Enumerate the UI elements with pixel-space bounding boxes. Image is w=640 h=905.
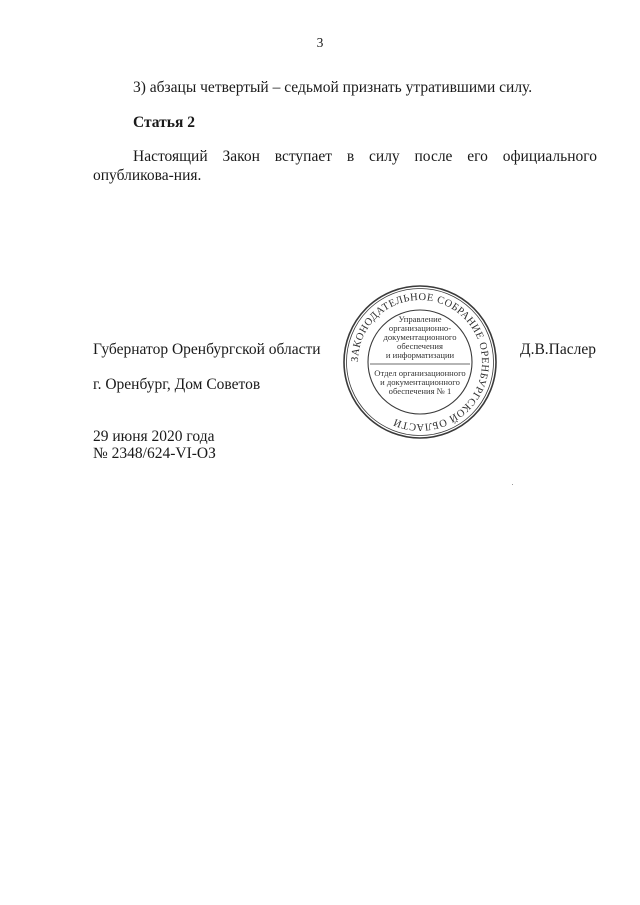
signatory-name: Д.В.Паслер [520,341,596,358]
signing-date: 29 июня 2020 года [93,428,215,445]
article-heading: Статья 2 [133,114,195,131]
stamp-line-3: документационного [383,332,457,342]
official-stamp [340,282,500,442]
stamp-line-6: Отдел организационного [374,368,466,378]
stamp-seal-icon [340,282,500,442]
scan-speck [512,484,513,485]
stamp-line-1: Управление [398,314,442,324]
article-paragraph: Настоящий Закон вступает в силу после его официального опубликова-ния. [93,148,597,184]
signatory-title: Губернатор Оренбургской области [93,341,321,358]
stamp-line-2: организационно- [388,323,452,333]
law-number: № 2348/624-VI-ОЗ [93,445,216,462]
list-item-3: 3) абзацы четвертый – седьмой признать утратившими силу. [133,79,533,96]
page-number: 3 [316,35,324,50]
signing-place: г. Оренбург, Дом Советов [93,376,261,393]
stamp-line-4: обеспечения [397,341,443,351]
stamp-line-5: и информатизации [385,350,455,360]
stamp-line-8: обеспечения № 1 [388,386,452,396]
stamp-ring-text: ЗАКОНОДАТЕЛЬНОЕ СОБРАНИЕ ОРЕНБУРГСКОЙ ОБЛАСТИ [349,291,491,433]
stamp-line-7: и документационного [380,377,460,387]
